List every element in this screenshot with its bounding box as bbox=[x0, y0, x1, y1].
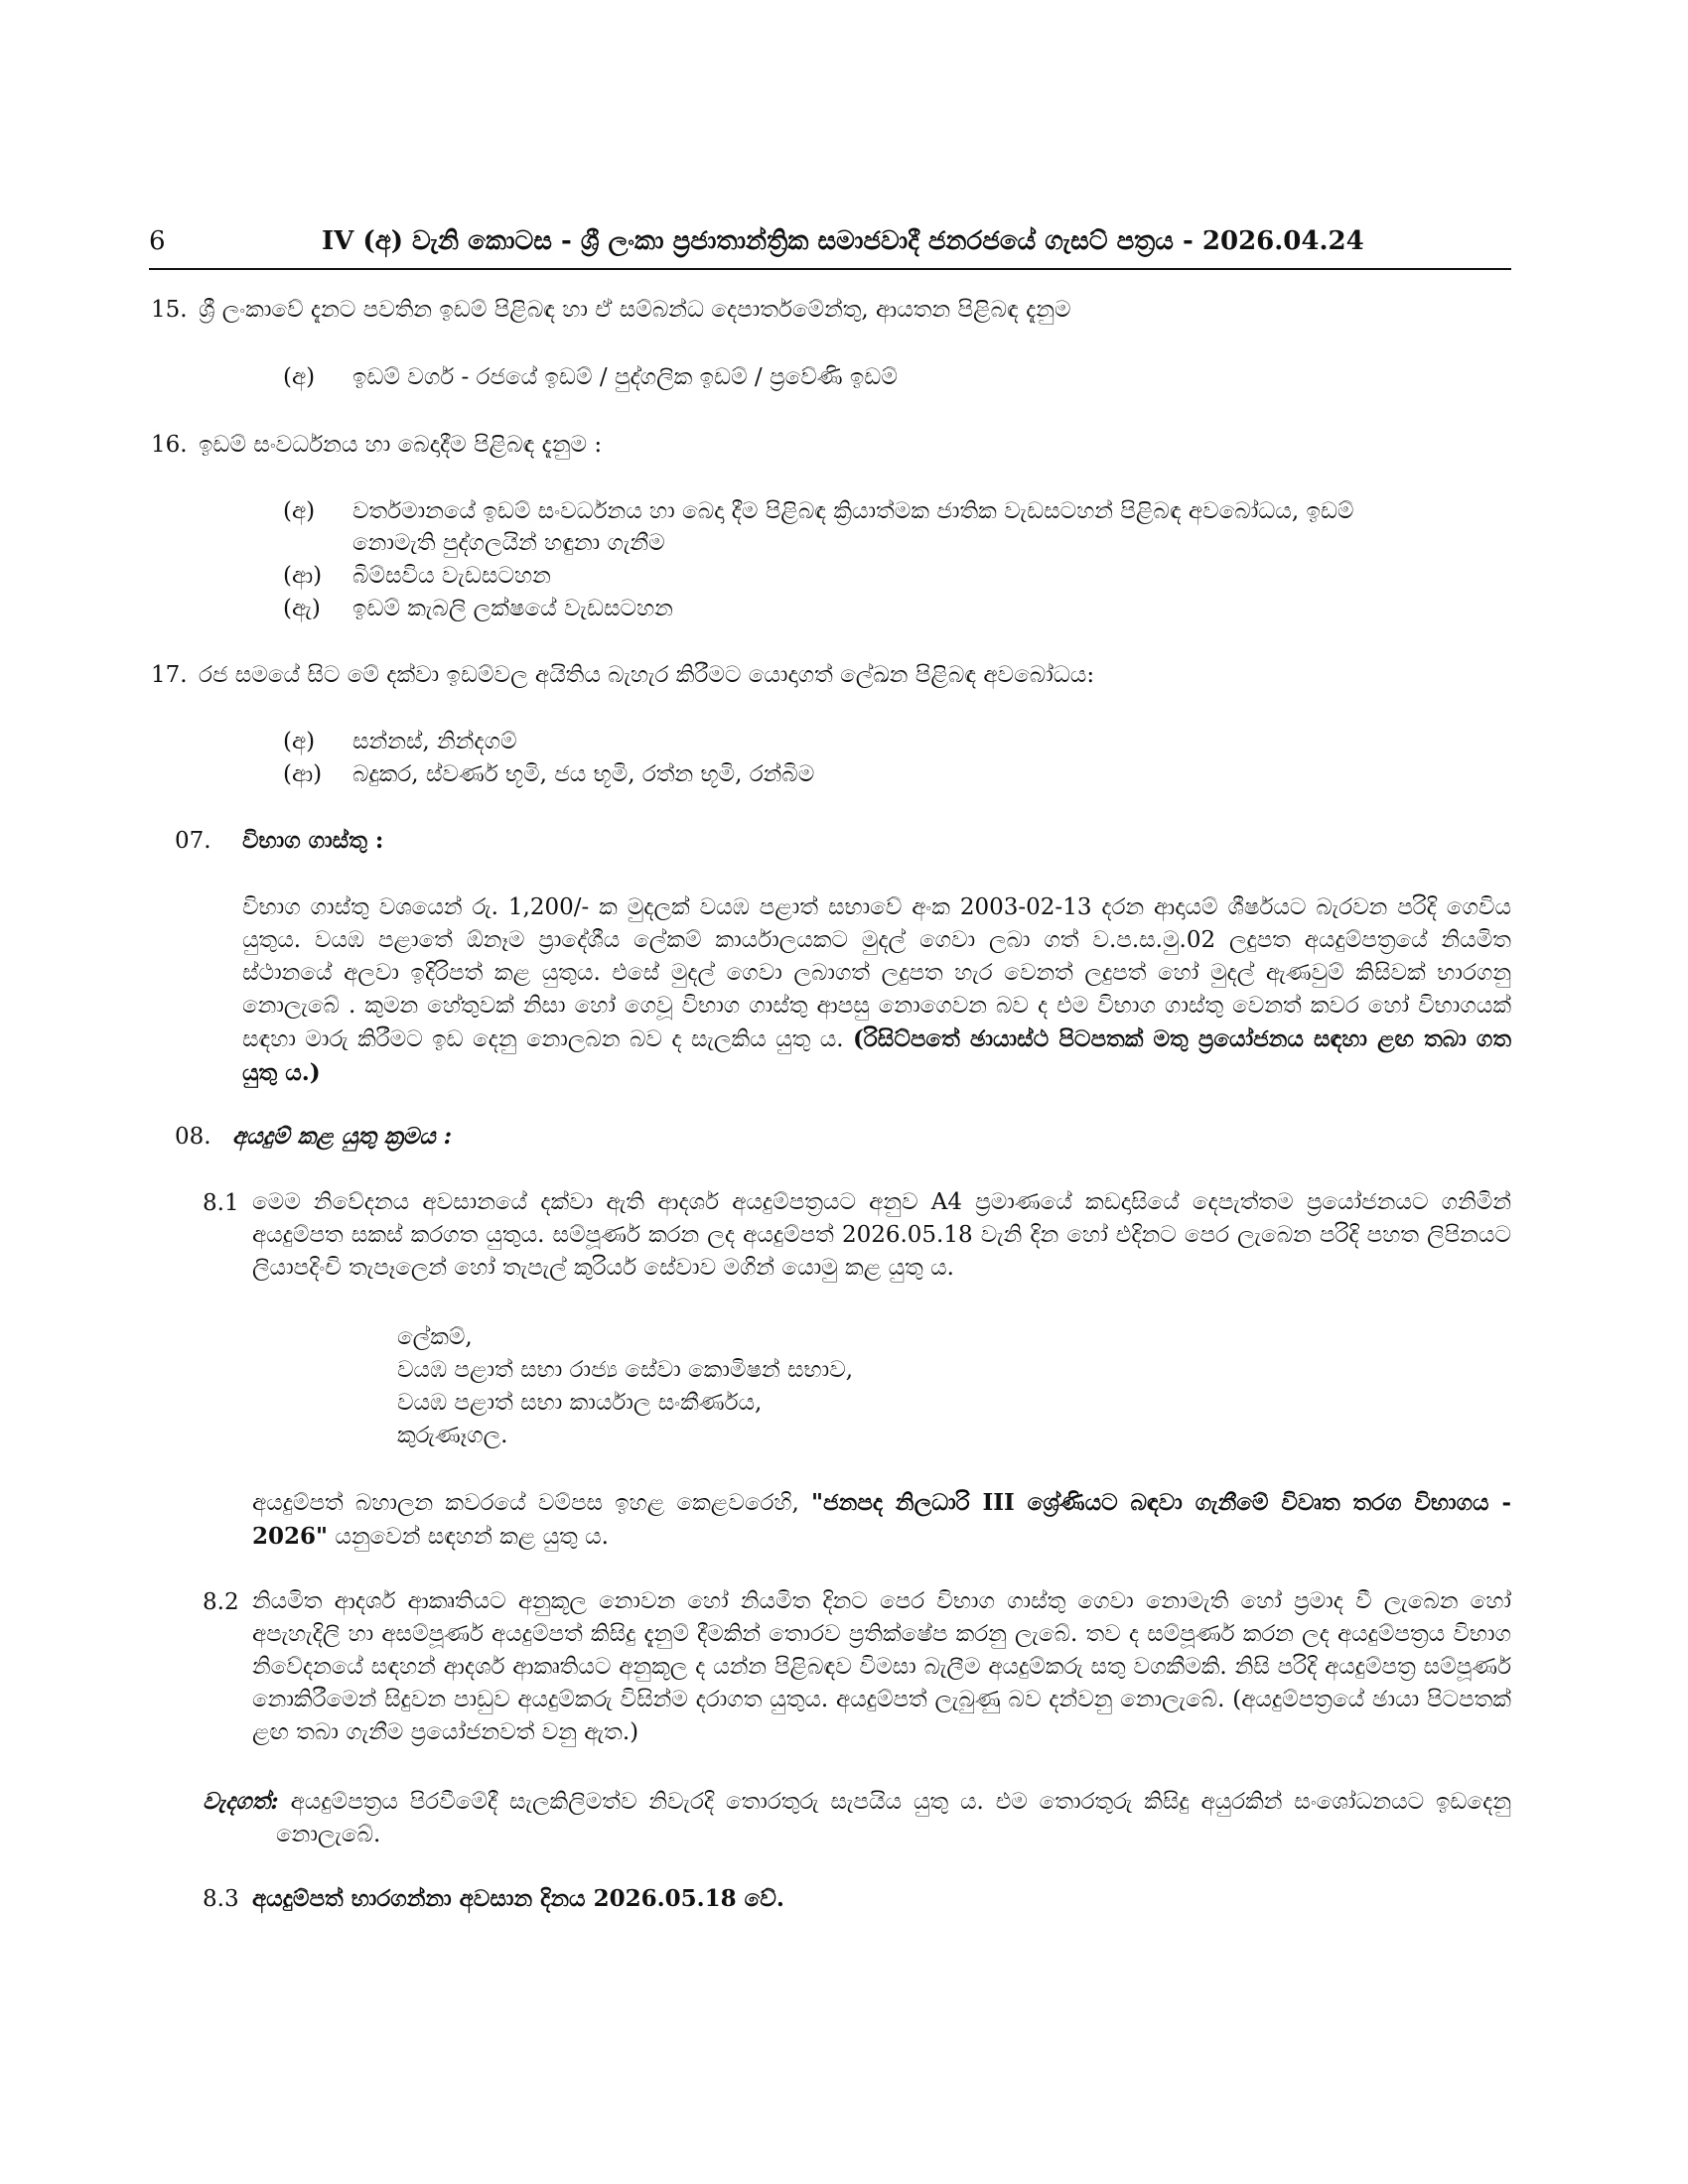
address-line: වයඹ පළාත් සභා රාජ්‍ය සේවා කොමිෂන් සභාව, bbox=[397, 1357, 854, 1383]
header-rule bbox=[149, 268, 1511, 270]
section-07-heading: විභාග ගාස්තු : bbox=[242, 827, 384, 854]
section-16-aa-label: (ආ) bbox=[283, 563, 323, 589]
section-07-number: 07. bbox=[175, 828, 211, 854]
address-line: ලේකම්, bbox=[397, 1324, 473, 1350]
section-17-number: 17. bbox=[151, 662, 188, 688]
section-16-a-label: (අ) bbox=[283, 498, 316, 524]
section-15-a-text: ඉඩම් වර්ග - රජයේ ඉඩම් / පුද්ගලික ඉඩම් / ප්‍රවේණි ඉඩම් bbox=[352, 364, 898, 390]
section-16-aa-text: බිම්සවිය වැඩසටහන bbox=[352, 563, 551, 589]
section-15-text: ශ්‍රී ලංකාවේ දැනට පවතින ඉඩම් පිළිබඳ හා ඒ සම්බන්ධ දෙපාර්තමේන්තු, ආයතන පිළිබඳ දැනුම bbox=[199, 297, 1071, 323]
section-16-number: 16. bbox=[151, 432, 188, 458]
address-line: කුරුණෑගල. bbox=[397, 1423, 508, 1448]
important-note-text: අයදුම්පත්‍රය පිරවීමේදී සැලකිලිමත්ව නිවැරදි තොරතුරු සැපයිය යුතු ය. එම තොරතුරු කිසිදු අයුරකින් සංශෝධනයට ඉඩදෙනු නොලැබේ. bbox=[276, 1789, 1511, 1847]
exam-fee-text: විභාග ගාස්තු වශයෙන් රු. 1,200/- ක මුදලක් වයඹ පළාත් සභාවේ අංක 2003-02-13 දරන ආදායම් ශීර්ෂයට බැරවන පරිදි ගෙවිය යුතුය. වයඹ පළාතේ ඕනෑම ප්‍රාදේශීය ලේකම් කාර්යාලයකට මුදල් ගෙවා ලබා ගත් ව.ප.ස.මු.02 ලදුපත අයදුම්පත්‍රයේ නියමිත ස්ථානයේ අලවා ඉදිරිපත් කළ යුතුය. එසේ මුදල් ගෙවා ලබාගත් ලදුපත හැර වෙනත් ලදුපත් හෝ මුදල් ඇණවුම් කිසිවක් භාරගනු නොලැබේ . කුමන හේතුවක් නිසා හෝ ගෙවූ විභාග ගාස්තු ආපසු නොගෙවන බව ද එම විභාග ගාස්තු වෙනත් කවර හෝ විභාගයක් සඳහා මාරු කිරීමට ඉඩ දෙනු නොලබන බව ද සැලකිය යුතු ය. bbox=[242, 894, 1511, 1052]
section-16-ae-text: ඉඩම් කැබලි ලක්ෂයේ වැඩසටහන bbox=[352, 596, 673, 621]
envelope-tail: යනුවෙන් සඳහන් කළ යුතු ය. bbox=[335, 1524, 609, 1550]
envelope-instruction bbox=[252, 1486, 1511, 1554]
section-17-aa-label: (ආ) bbox=[283, 761, 323, 787]
important-note-label: වැදගත්: bbox=[203, 1788, 279, 1815]
envelope-exam-name: "ජනපද නිලධාරි III ශ්‍රේණියට බඳවා ගැනීමේ විවෘත තරග විභාගය - 2026" bbox=[252, 1489, 1512, 1550]
page-number: 6 bbox=[149, 226, 166, 256]
section-17-aa-text: බදුකර, ස්වර්ණ භූමි, ජය භූමි, රත්න භූමි, රන්බිම bbox=[352, 761, 815, 787]
exam-fee-note: (රිසිට්පතේ ඡායාස්ථ පිටපතක් මතු ප්‍රයෝජනය සඳහා ළඟ තබා ගත යුතු ය.) bbox=[242, 1025, 1512, 1086]
section-08-heading: අයදුම් කළ යුතු ක්‍රමය : bbox=[232, 1123, 453, 1150]
para-8-3-text: අයදුම්පත් භාරගන්නා අවසාන දිනය 2026.05.18 වේ. bbox=[252, 1885, 784, 1912]
section-16-ae-label: (ඇ) bbox=[283, 596, 321, 621]
section-17-text: රජ සමයේ සිට මේ දක්වා ඉඩම්වල අයිතිය බැහැර කිරීමට යොදාගත් ලේඛන පිළිබඳ අවබෝධය: bbox=[199, 662, 1095, 688]
para-8-1-text: මෙම නිවේදනය අවසානයේ දක්වා ඇති ආදර්ශ අයදුම්පත්‍රයට අනුව A4 ප්‍රමාණයේ කඩදාසියේ දෙපැත්තම ප්‍රයෝජනයට ගනිමින් අයදුම්පත සකස් කරගත යුතුය. සම්පූර්ණ කරන ලද අයදුම්පත් 2026.05.18 වැනි දින හෝ එදිනට පෙර ලැබෙන පරිදි පහත ලිපිනයට ලියාපදිංචි තැපෑලෙන් හෝ තැපැල් කුරියර් සේවාව මගින් යොමු කළ යුතු ය. bbox=[252, 1189, 1511, 1281]
section-17-a-label: (අ) bbox=[283, 729, 316, 754]
page-header-title: IV (අ) වැනි කොටස - ශ්‍රී ලංකා ප්‍රජාතාන්ත්‍රික සමාජවාදී ජනරජයේ ගැසට් පත්‍රය - 2026.04.24 bbox=[322, 226, 1364, 256]
para-8-2-text: නියමිත ආදර්ශ ආකෘතියට අනුකූල නොවන හෝ නියමිත දිනට පෙර විභාග ගාස්තු ගෙවා නොමැති හෝ ප්‍රමාද වී ලැබෙන හෝ අපැහැදිලි හා අසම්පූර්ණ අයදුම්පත් කිසිදු දැනුම් දීමකින් තොරව ප්‍රතික්ෂේප කරනු ලැබේ. තව ද සම්පූර්ණ කරන ලද අයදුම්පත්‍රය විභාග නිවේදනයේ සඳහන් ආදර්ශ ආකෘතියට අනුකූල ද යන්න පිළිබඳව විමසා බැලීම අයදුම්කරු සතු වගකීමකි. නිසි පරිදි අයදුම්පත්‍ර සම්පූර්ණ නොකිරීමෙන් සිදුවන පාඩුව අයදුම්කරු විසින්ම දරාගත යුතුය. අයදුම්පත් ලැබුණු බව දන්වනු නොලැබේ. (අයදුම්පත්‍රයේ ඡායා පිටපතක් ළඟ තබා ගැනීම ප්‍රයෝජනවත් වනු ඇත.) bbox=[252, 1588, 1511, 1745]
exam-fee-paragraph bbox=[242, 891, 1511, 1090]
para-8-2-number: 8.2 bbox=[203, 1589, 239, 1615]
section-16-text: ඉඩම් සංවර්ධනය හා බෙදාදීම පිළිබඳ දැනුම : bbox=[199, 432, 603, 458]
section-16-a-line1: වර්තමානයේ ඉඩම් සංවර්ධනය හා බෙදා දීම පිළිබඳ ක්‍රියාත්මක ජාතික වැඩසටහන් පිළිබඳ අවබෝධය, ඉඩම් bbox=[352, 498, 1354, 524]
para-8-3-number: 8.3 bbox=[203, 1886, 239, 1912]
section-08-number: 08. bbox=[175, 1124, 211, 1150]
para-8-1-number: 8.1 bbox=[203, 1190, 239, 1216]
section-17-a-text: සන්නස්, නින්දගම් bbox=[352, 729, 517, 754]
address-line: වයඹ පළාත් සභා කාර්යාල සංකීර්ණය, bbox=[397, 1390, 763, 1416]
section-16-a-line2: නොමැති පුද්ගලයින් හඳුනා ගැනීම bbox=[352, 530, 665, 556]
important-note bbox=[203, 1785, 1511, 1851]
envelope-text: අයදුම්පත් බහාලන කවරයේ වම්පස ඉහළ කෙළවරෙහි, bbox=[252, 1490, 799, 1516]
section-15-a-label: (අ) bbox=[283, 364, 316, 390]
section-15-number: 15. bbox=[151, 297, 188, 323]
